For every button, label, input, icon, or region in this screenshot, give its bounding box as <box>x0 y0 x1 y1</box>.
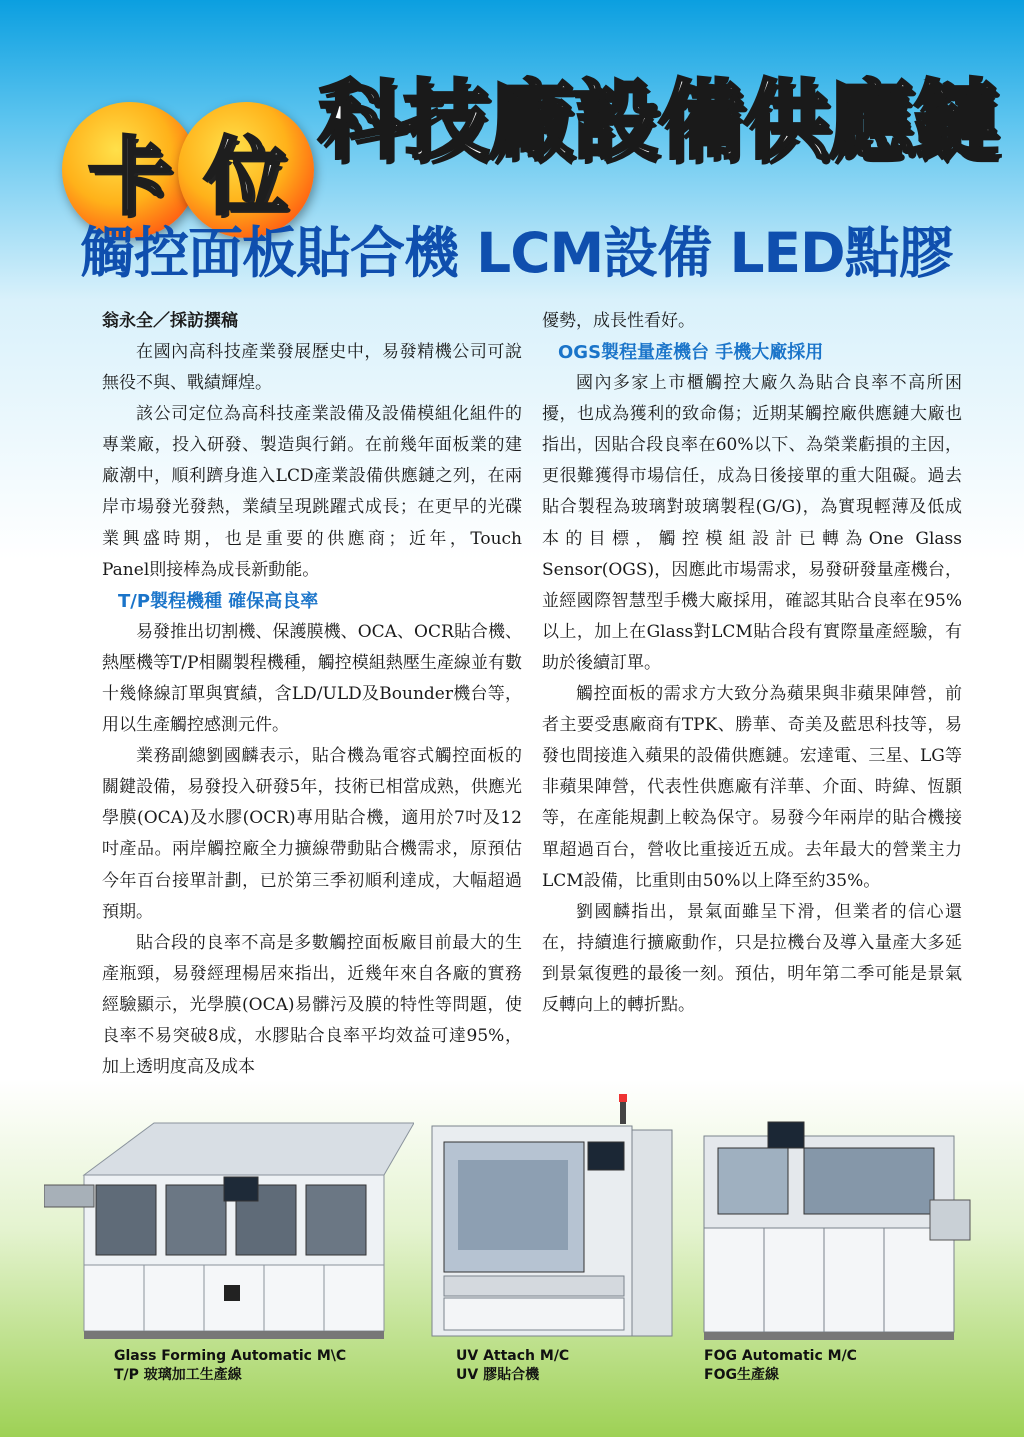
paragraph: 在國內高科技產業發展歷史中，易發精機公司可說無役不與、戰績輝煌。 <box>102 342 522 394</box>
section-heading: T/P製程機種 確保高良率 <box>118 590 319 612</box>
paragraph: 優勢，成長性看好。 <box>542 311 695 331</box>
circle-char-2: 位 <box>203 127 288 226</box>
paragraph: 觸控面板的需求方大致分為蘋果與非蘋果陣營，前者主要受惠廠商有TPK、勝華、奇美及藍思科技等，易發也間接進入蘋果的設備供應鏈。宏達電、三星、LG等非蘋果陣營，代表性供應廠有洋華、介面、時緯、恆顥等，在產能規劃上較為保守。易發今年兩岸的貼合機接單超過百台，營收比重接近五成。去年最大的營業主力LCM設備，比重則由50%以上降至約35%。 <box>542 684 962 891</box>
paragraph: 貼合段的良率不高是多數觸控面板廠目前最大的生產瓶頸，易發經理楊居來指出，近幾年來自各廠的實務經驗顯示，光學膜(OCA)易髒污及膜的特性等問題，使良率不易突破8成，水膠貼合良率平均效益可達95%，加上透明度高及成本 <box>102 932 522 1078</box>
paragraph: 劉國麟指出，景氣面雖呈下滑，但業者的信心還在，持續進行擴廠動作，只是拉機台及導入量產大多延到景氣復甦的最後一刻。預估，明年第二季可能是景氣反轉向上的轉折點。 <box>542 901 962 1015</box>
article-column-right <box>542 306 962 1021</box>
page-title: 科技廠設備供應鏈 <box>318 71 998 171</box>
paragraph: 業務副總劉國麟表示，貼合機為電容式觸控面板的關鍵設備，易發投入研發5年，技術已相當成熟，供應光學膜(OCA)及水膠(OCR)專用貼合機，適用於7吋及12吋產品。兩岸觸控廠全力擴線帶動貼合機需求，原預估今年百台接單計劃，已於第三季初順利達成，大幅超過預期。 <box>102 746 522 922</box>
caption-uv-attach <box>456 1347 569 1385</box>
page-subtitle: 觸控面板貼合機 LCM設備 LED點膠 <box>80 221 953 285</box>
caption-zh: T/P 玻璃加工生產線 <box>114 1367 242 1383</box>
glass-forming-machine-image <box>44 1115 414 1343</box>
paragraph: 該公司定位為高科技產業設備及設備模組化組件的專業廠，投入研發、製造與行銷。在前幾年面板業的建廠潮中，順利躋身進入LCD產業設備供應鏈之列，在兩岸市場發光發熱，業績呈現跳躍式成長；在更早的光碟業興盛時期，也是重要的供應商；近年，Touch Panel則接棒為成長新動能。 <box>102 404 539 580</box>
caption-en: FOG Automatic M/C <box>704 1348 857 1364</box>
uv-attach-machine-image <box>428 1090 678 1342</box>
article-column-left <box>102 306 539 1083</box>
circle-char-1: 卡 <box>87 127 172 226</box>
caption-zh: FOG生產線 <box>704 1367 779 1383</box>
paragraph: 國內多家上市櫃觸控大廠久為貼合良率不高所困擾，也成為獲利的致命傷；近期某觸控廠供應鏈大廠也指出，因貼合段良率在60%以下、為榮業虧損的主因，更很難獲得市場信任，成為日後接單的重大阻礙。過去貼合製程為玻璃對玻璃製程(G/G)，為實現輕薄及低成本的目標，觸控模組設計已轉為One Glass Sensor(OGS)，因應此市場需求，易發研發量產機台，並經國際智慧型手機大廠採用，確認其貼合良率在95%以上，加上在Glass對LCM貼合段有實際量產經驗，有助於後續訂單。 <box>542 373 962 673</box>
caption-fog <box>704 1347 857 1385</box>
caption-en: Glass Forming Automatic M\C <box>114 1348 347 1364</box>
caption-zh: UV 膠貼合機 <box>456 1367 540 1383</box>
fog-machine-image <box>694 1110 974 1342</box>
byline: 翁永全／採訪撰稿 <box>102 311 238 331</box>
caption-en: UV Attach M/C <box>456 1348 570 1364</box>
section-heading: OGS製程量產機台 手機大廠採用 <box>558 342 824 364</box>
caption-glass-forming <box>114 1347 346 1385</box>
paragraph: 易發推出切割機、保護膜機、OCA、OCR貼合機、熱壓機等T/P相關製程機種，觸控模組熱壓生產線並有數十幾條線訂單與實績，含LD/ULD及Bounder機台等，用以生產觸控感測元件。 <box>102 621 522 736</box>
